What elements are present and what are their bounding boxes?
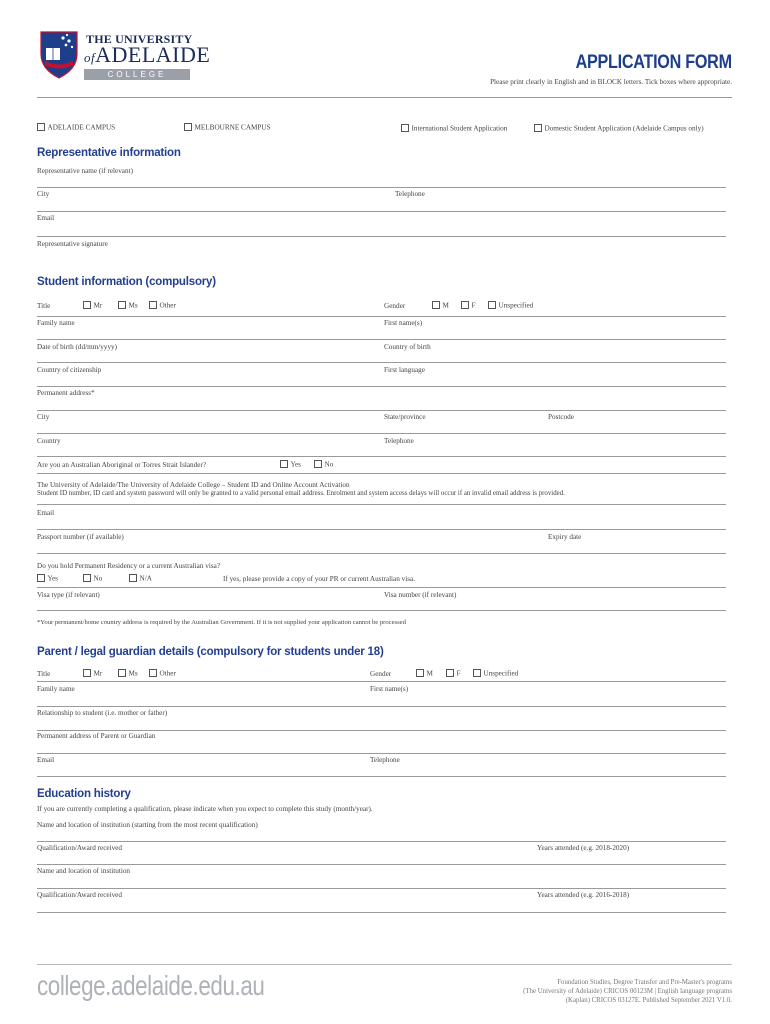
guardian-title-other[interactable]: Other	[149, 669, 176, 678]
checkbox[interactable]	[118, 669, 126, 677]
guardian-title-label: Title	[37, 670, 51, 678]
pr-yes[interactable]: Yes	[37, 574, 58, 583]
family-name-label: Family name	[37, 319, 75, 327]
checkbox[interactable]	[432, 301, 440, 309]
city-field[interactable]	[37, 433, 726, 434]
city-label: City	[37, 413, 50, 421]
checkbox[interactable]	[280, 460, 288, 468]
pr-na[interactable]: N/A	[129, 574, 152, 583]
relationship-label: Relationship to student (i.e. mother or father)	[37, 709, 168, 717]
permanent-address-field[interactable]	[37, 410, 726, 411]
representative-name-label: Representative name (if relevant)	[37, 167, 133, 175]
passport-label: Passport number (if available)	[37, 533, 124, 541]
student-gender-label: Gender	[384, 302, 406, 310]
student-title-label: Title	[37, 302, 51, 310]
family-name-field[interactable]	[37, 339, 726, 340]
guardian-heading: Parent / legal guardian details (compulsory for students under 18)	[37, 646, 384, 658]
representative-heading: Representative information	[37, 147, 181, 159]
page-subtitle: Please print clearly in English and in BLOCK letters. Tick boxes where appropriate.	[490, 78, 732, 86]
website-link[interactable]: college.adelaide.edu.au	[37, 970, 265, 1001]
visa-field[interactable]	[37, 610, 726, 611]
pr-question: Do you hold Permanent Residency or a current Australian visa?	[37, 562, 221, 570]
representative-city-field[interactable]	[37, 211, 726, 212]
qualification2-label: Qualification/Award received	[37, 891, 122, 899]
country-label: Country	[37, 437, 61, 445]
education-intro: If you are currently completing a qualification, please indicate when you expect to complete this study (month/year).	[37, 805, 373, 813]
guardian-address-field[interactable]	[37, 753, 726, 754]
citizenship-label: Country of citizenship	[37, 366, 102, 374]
checkbox[interactable]	[83, 574, 91, 582]
student-email-field[interactable]	[37, 529, 726, 530]
checkbox[interactable]	[416, 669, 424, 677]
guardian-telephone-label: Telephone	[370, 756, 400, 764]
domestic-application-option[interactable]: Domestic Student Application (Adelaide Campus only)	[534, 124, 704, 133]
student-email-label: Email	[37, 509, 55, 517]
guardian-gender-f[interactable]: F	[446, 669, 461, 678]
guardian-email-field[interactable]	[37, 776, 726, 777]
country-birth-label: Country of birth	[384, 343, 431, 351]
relationship-field[interactable]	[37, 730, 726, 731]
institution1-field[interactable]	[37, 841, 726, 842]
checkbox[interactable]	[314, 460, 322, 468]
representative-signature-label: Representative signature	[37, 240, 108, 248]
qualification2-field[interactable]	[37, 912, 726, 913]
aboriginal-question: Are you an Australian Aboriginal or Torres Strait Islander?	[37, 461, 207, 469]
melbourne-campus-checkbox[interactable]	[184, 123, 192, 131]
pr-note: If yes, please provide a copy of your PR or current Australian visa.	[223, 575, 416, 583]
qualification1-field[interactable]	[37, 864, 726, 865]
institution2-field[interactable]	[37, 888, 726, 889]
representative-telephone-label: Telephone	[395, 190, 425, 198]
postcode-label: Postcode	[548, 413, 574, 421]
permanent-address-label: Permanent address*	[37, 389, 95, 397]
student-gender-unspecified[interactable]: Unspecified	[488, 301, 533, 310]
dob-label: Date of birth (dd/mm/yyyy)	[37, 343, 118, 351]
citizenship-field[interactable]	[37, 386, 726, 387]
logo-line1: THE UNIVERSITY	[86, 32, 193, 46]
years1-label: Years attended (e.g. 2018-2020)	[537, 844, 630, 852]
institution2-label: Name and location of institution	[37, 867, 131, 875]
checkbox[interactable]	[83, 669, 91, 677]
student-title-ms[interactable]: Ms	[118, 301, 138, 310]
checkbox[interactable]	[129, 574, 137, 582]
guardian-email-label: Email	[37, 756, 55, 764]
account-activation-note: Student ID number, ID card and system password will only be granted to a valid personal email address. Enrolment and system access delays will occur if an invalid email address is provided.	[37, 490, 565, 497]
page-title: APPLICATION FORM	[575, 52, 732, 73]
checkbox[interactable]	[473, 669, 481, 677]
state-label: State/province	[384, 413, 426, 421]
dob-field[interactable]	[37, 362, 726, 363]
representative-email-field[interactable]	[37, 236, 726, 237]
aboriginal-no[interactable]: No	[314, 460, 333, 469]
adelaide-campus-option[interactable]: ADELAIDE CAMPUS	[37, 123, 115, 132]
student-gender-f[interactable]: F	[461, 301, 476, 310]
melbourne-campus-option[interactable]: MELBOURNE CAMPUS	[184, 123, 271, 132]
address-footnote: *Your permanent/home country address is required by the Australian Government. If it is not supplied your application cannot be processed	[37, 619, 406, 626]
expiry-label: Expiry date	[548, 533, 582, 541]
student-heading: Student information (compulsory)	[37, 276, 216, 288]
guardian-gender-m[interactable]: M	[416, 669, 433, 678]
years2-label: Years attended (e.g. 2016-2018)	[537, 891, 630, 899]
representative-name-field[interactable]	[37, 187, 726, 188]
country-field[interactable]	[37, 456, 726, 457]
crest-icon	[37, 30, 81, 80]
checkbox[interactable]	[118, 301, 126, 309]
first-language-label: First language	[384, 366, 425, 374]
guardian-gender-unspecified[interactable]: Unspecified	[473, 669, 518, 678]
logo-line2: ofADELAIDE	[84, 42, 211, 67]
aboriginal-yes[interactable]: Yes	[280, 460, 301, 469]
guardian-family-name-label: Family name	[37, 685, 75, 693]
domestic-checkbox[interactable]	[534, 124, 542, 132]
institution1-label: Name and location of institution (starting from the most recent qualification)	[37, 821, 258, 829]
student-title-other[interactable]: Other	[149, 301, 176, 310]
account-activation-title: The University of Adelaide/The University of Adelaide College – Student ID and Online Account Activation	[37, 481, 350, 489]
checkbox[interactable]	[461, 301, 469, 309]
telephone-label: Telephone	[384, 437, 414, 445]
passport-field[interactable]	[37, 553, 726, 554]
checkbox[interactable]	[83, 301, 91, 309]
guardian-title-ms[interactable]: Ms	[118, 669, 138, 678]
first-names-label: First name(s)	[384, 319, 423, 327]
visa-number-label: Visa number (if relevant)	[384, 591, 457, 599]
representative-email-label: Email	[37, 214, 55, 222]
international-application-option[interactable]: International Student Application	[401, 124, 507, 133]
representative-city-label: City	[37, 190, 50, 198]
pr-no[interactable]: No	[83, 574, 102, 583]
checkbox[interactable]	[149, 669, 157, 677]
checkbox[interactable]	[488, 301, 496, 309]
guardian-first-names-label: First name(s)	[370, 685, 409, 693]
checkbox[interactable]	[37, 574, 45, 582]
guardian-name-field[interactable]	[37, 706, 726, 707]
adelaide-campus-checkbox[interactable]	[37, 123, 45, 131]
student-title-mr[interactable]: Mr	[83, 301, 102, 310]
checkbox[interactable]	[149, 301, 157, 309]
student-gender-m[interactable]: M	[432, 301, 449, 310]
logo-band: COLLEGE	[84, 69, 190, 80]
qualification1-label: Qualification/Award received	[37, 844, 122, 852]
checkbox[interactable]	[446, 669, 454, 677]
guardian-title-mr[interactable]: Mr	[83, 669, 102, 678]
guardian-gender-label: Gender	[370, 670, 392, 678]
education-heading: Education history	[37, 788, 131, 800]
visa-type-label: Visa type (if relevant)	[37, 591, 100, 599]
footer-legal: Foundation Studies, Degree Transfer and Pre-Master's programs (The University of Adelaide) CRICOS 00123M | English language programs (Kaplan) CRICOS 03127E. Published September 2021 V1.0.	[523, 979, 732, 1004]
guardian-address-label: Permanent address of Parent or Guardian	[37, 732, 156, 740]
international-checkbox[interactable]	[401, 124, 409, 132]
